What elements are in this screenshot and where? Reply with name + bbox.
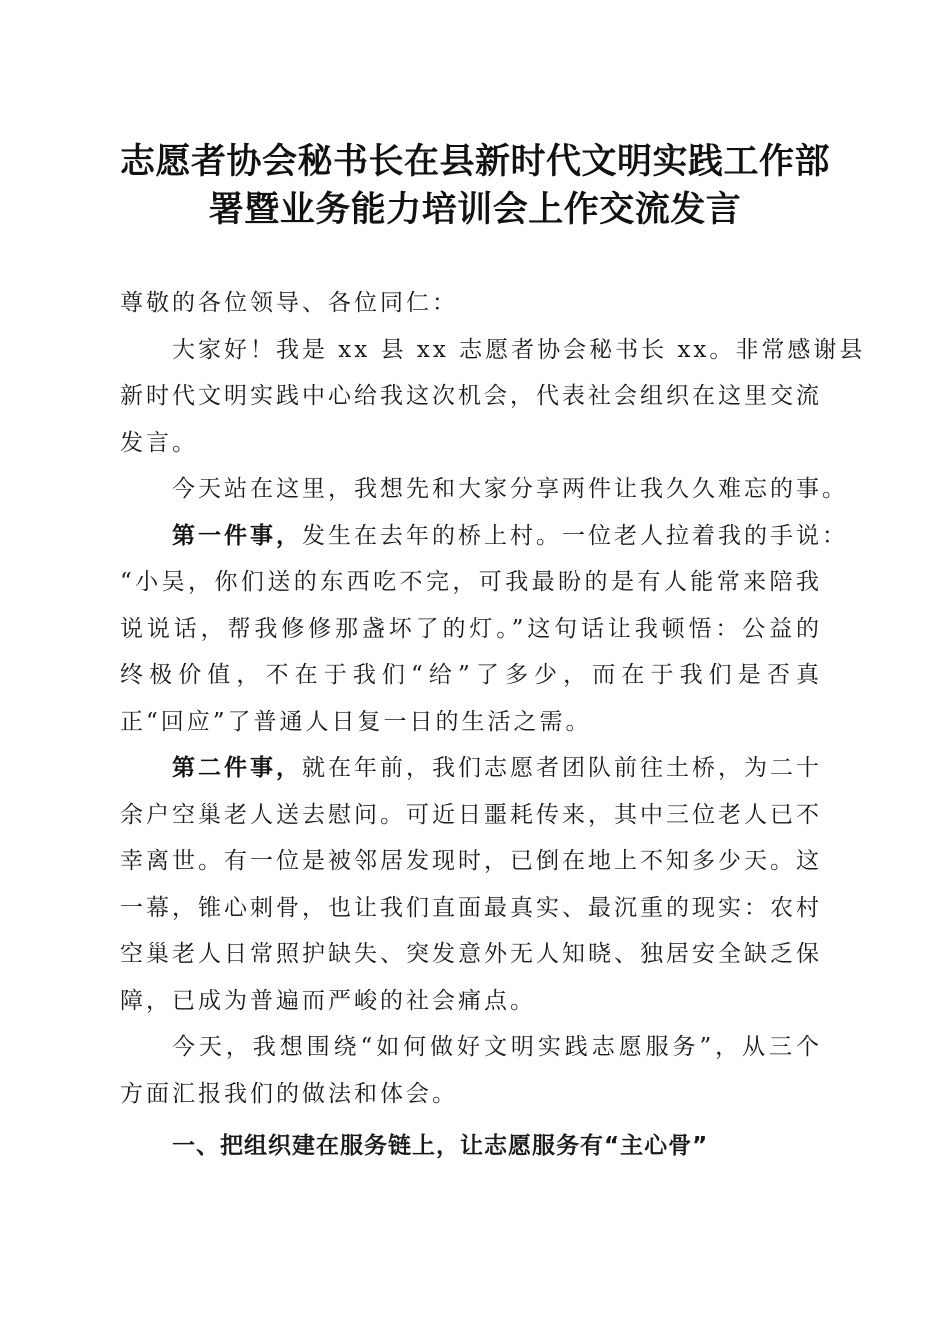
paragraph-line: 空巢老人日常照护缺失、突发意外无人知晓、独居安全缺乏保 (120, 941, 822, 967)
paragraph-line (120, 513, 848, 560)
paragraph-line: 正“回应”了普通人日复一日的生活之需。 (120, 708, 592, 735)
paragraph-line: 幸离世。有一位是被邻居发现时，已倒在地上不知多少天。这 (120, 848, 822, 874)
paragraph-line (120, 745, 822, 792)
paragraph-line: 大家好！我是 xx 县 xx 志愿者协会秘书长 xx。非常感谢县 (172, 336, 866, 363)
paragraph-line: 终极价值，不在于我们“给”了多少，而在于我们是否真 (120, 662, 822, 688)
paragraph-text: 就在年前，我们志愿者团队前往土桥，为二十 (302, 755, 822, 781)
paragraph-line: 一幕，锥心刺骨，也让我们直面最真实、最沉重的现实：农村 (120, 894, 822, 921)
paragraph-line: 今天，我想围绕“如何做好文明实践志愿服务”，从三个 (172, 1034, 822, 1060)
paragraph-text: 发生在去年的桥上村。一位老人拉着我的手说： (302, 522, 848, 549)
document-title (100, 138, 850, 234)
paragraph-3 (120, 513, 848, 746)
paragraph-line: 发言。 (120, 429, 198, 456)
paragraph-line: 新时代文明实践中心给我这次机会，代表社会组织在这里交流 (120, 383, 822, 409)
paragraph-2 (120, 466, 848, 513)
paragraph-4 (120, 745, 822, 1024)
salutation: 尊敬的各位领导、各位同仁： (120, 290, 458, 316)
paragraph-line: 障，已成为普遍而严峻的社会痛点。 (120, 987, 536, 1014)
paragraph-line: 今天站在这里，我想先和大家分享两件让我久久难忘的事。 (172, 476, 848, 502)
document-body (120, 280, 866, 1170)
paragraph-line: 方面汇报我们的做法和体会。 (120, 1080, 458, 1107)
title-line-1: 志愿者协会秘书长在县新时代文明实践工作部 (119, 141, 830, 182)
paragraph-lead: 第一件事， (172, 521, 302, 549)
paragraph-line: 余户空巢老人送去慰问。可近日噩耗传来，其中三位老人已不 (120, 801, 822, 828)
paragraph-line: 说说话，帮我修修那盏坏了的灯。”这句话让我顿悟：公益的 (120, 615, 822, 642)
title-line-2: 署暨业务能力培训会上作交流发言 (208, 189, 742, 230)
paragraph-line: “小吴，你们送的东西吃不完，可我最盼的是有人能常来陪我 (120, 569, 822, 595)
section-heading-1: 一、把组织建在服务链上，让志愿服务有“主心骨” (172, 1133, 709, 1159)
paragraph-lead: 第二件事， (172, 754, 302, 781)
paragraph-5 (120, 1024, 822, 1117)
paragraph-1 (120, 327, 866, 467)
